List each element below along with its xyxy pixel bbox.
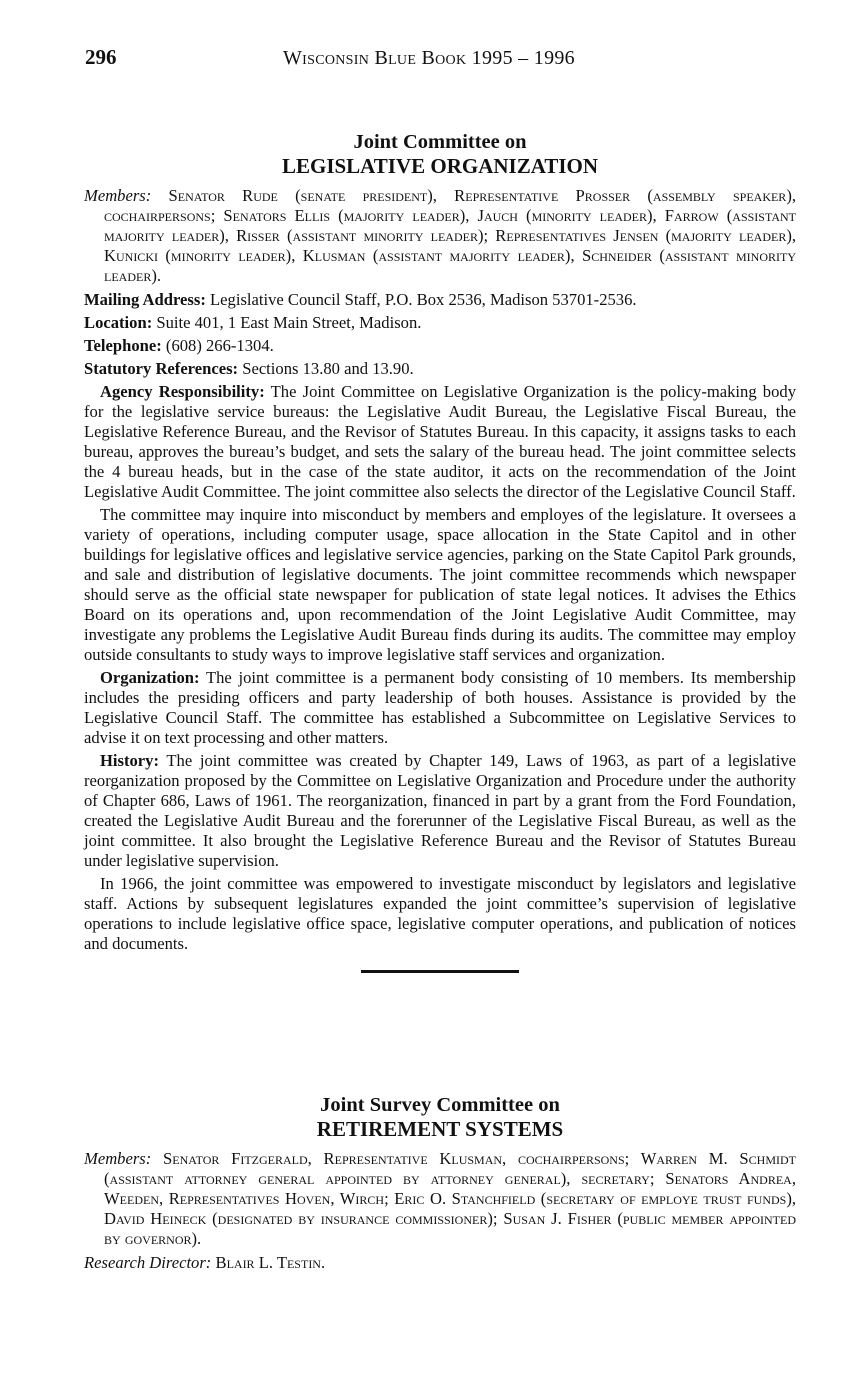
history-text: The joint committee was created by Chapter 149, Laws of 1963, as part of a legislative reorganization proposed by the Committee on Legislative Organization and Procedure under the authority of Chapter 686, Laws of 1961. The reorganization, financed in part by a grant from the Ford Foundation, created the Legislative Audit Bureau and the forerunner of the Legislative Fiscal Bureau, as well as the joint committee. It also brought the Legislative Reference Bureau and the Revisor of Statutes Bureau under legislative supervision.: [84, 751, 796, 870]
book-title: Wisconsin Blue Book 1995 – 1996: [283, 47, 575, 69]
mailing-label: Mailing Address:: [84, 290, 206, 309]
mailing-value: Legislative Council Staff, P.O. Box 2536, Madison 53701-2536.: [210, 290, 637, 309]
section-heading: [84, 1093, 796, 1141]
history-label: History:: [100, 751, 159, 770]
misconduct-paragraph: The committee may inquire into misconduct by members and employes of the legislature. It oversees a variety of operations, including computer usage, space allocation in the State Capitol and in other buildings for legislative offices and legislative service agencies, parking on the State Capitol Park grounds, and sale and distribution of legislative documents. The joint committee recommends which newspaper should serve as the official state newspaper for publication of state legal notices. It advises the Ethics Board on its operations and, upon recommendation of the Joint Legislative Audit Committee, may investigate any problems the Legislative Audit Bureau finds during its audits. The committee may employ outside consultants to study ways to improve legislative staff services and organization.: [84, 505, 796, 664]
members-text: Senator Rude (senate president), Representative Prosser (assembly speaker), cochairpersons; Senators Ellis (majority leader), Jauch (minority leader), Farrow (assistant majority leader), Risser (assistant minority leader); Representatives Jensen (majority leader), Kunicki (minority leader), Klusman (assistant majority leader), Schneider (assistant minority leader).: [104, 186, 796, 285]
research-director: [84, 1253, 796, 1273]
section-divider: [361, 970, 519, 973]
statutory-label: Statutory References:: [84, 359, 239, 378]
heading-line-1: Joint Committee on: [353, 131, 527, 153]
telephone-value: (608) 266-1304.: [165, 336, 274, 355]
telephone-label: Telephone:: [84, 336, 162, 355]
statutory-value: Sections 13.80 and 13.90.: [242, 359, 414, 378]
organization-label: Organization:: [100, 668, 200, 687]
location-label: Location:: [84, 313, 153, 332]
history-paragraph: [84, 751, 796, 871]
members-text: Senator Fitzgerald, Representative Klusman, cochairpersons; Warren M. Schmidt (assistant attorney general appointed by attorney general), secretary; Senators Andrea, Weeden, Representatives Hoven, Wirch; Eric O. Stanchfield (secretary of employe trust funds), David Heineck (designated by insurance commissioner); Susan J. Fisher (public member appointed by governor).: [104, 1149, 796, 1248]
organization-paragraph: [84, 668, 796, 748]
statutory-references: [84, 359, 796, 379]
legislative-organization-section: [84, 130, 796, 973]
heading-line-2: RETIREMENT SYSTEMS: [316, 1117, 564, 1141]
heading-line-2: LEGISLATIVE ORGANIZATION: [281, 154, 599, 178]
heading-line-1: Joint Survey Committee on: [320, 1094, 560, 1116]
location-value: Suite 401, 1 East Main Street, Madison.: [156, 313, 422, 332]
agency-responsibility: [84, 382, 796, 502]
mailing-address: [84, 290, 796, 310]
members-label: Members:: [84, 186, 152, 205]
section-heading: [84, 130, 796, 178]
location: [84, 313, 796, 333]
retirement-systems-section: [84, 1093, 796, 1277]
agency-label: Agency Responsibility:: [100, 382, 265, 401]
page-number: 296: [85, 45, 117, 69]
members-label: Members:: [84, 1149, 152, 1168]
members-paragraph: [84, 186, 796, 286]
research-value: Blair L. Testin.: [215, 1253, 326, 1272]
organization-text: The joint committee is a permanent body consisting of 10 members. Its membership includes the presiding officers and party leadership of both houses. Assistance is provided by the Legislative Council Staff. The committee has established a Subcommittee on Legislative Services to advise it on text processing and other matters.: [84, 668, 796, 747]
research-label: Research Director:: [84, 1253, 212, 1272]
running-head: [85, 45, 795, 75]
agency-text: The Joint Committee on Legislative Organization is the policy-making body for the legislative service bureaus: the Legislative Audit Bureau, the Legislative Fiscal Bureau, the Legislative Reference Bureau, and the Revisor of Statutes Bureau. In this capacity, it assigns tasks to each bureau, approves the bureau’s budget, and sets the salary of the bureau head. The joint committee selects the 4 bureau heads, but in the case of the state auditor, it acts on the recommendation of the Joint Legislative Audit Committee. The joint committee also selects the director of the Legislative Council Staff.: [84, 382, 796, 501]
members-paragraph: [84, 1149, 796, 1249]
history-paragraph-2: In 1966, the joint committee was empowered to investigate misconduct by legislators and legislative staff. Actions by subsequent legislatures expanded the joint committee’s supervision of legislative operations to include legislative office space, legislative computer operations, and publication of notices and documents.: [84, 874, 796, 953]
telephone: [84, 336, 796, 356]
